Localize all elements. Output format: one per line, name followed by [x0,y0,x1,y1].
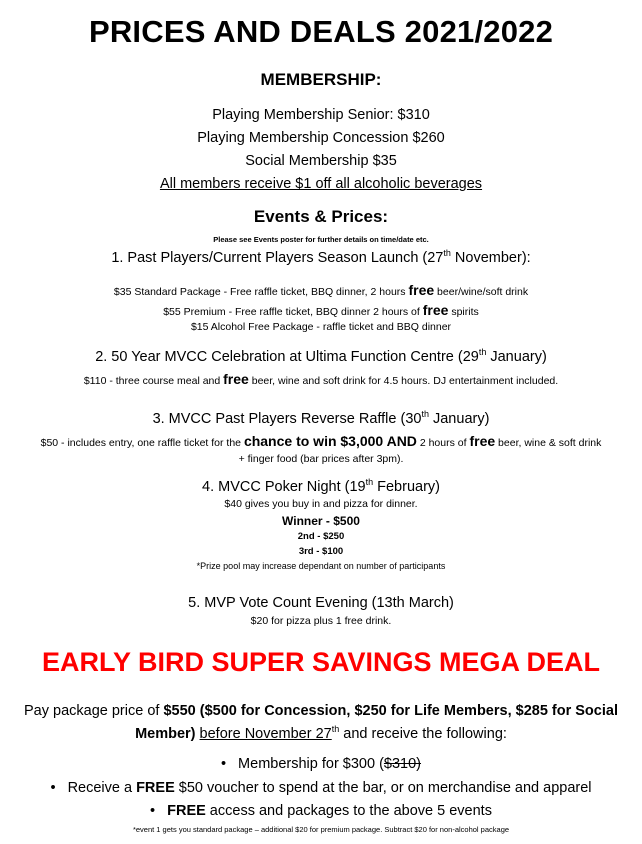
deal-line-2: Member) before November 27th and receive the following: [135,724,507,742]
event-3-desc: $50 - includes entry, one raffle ticket for the chance to win $3,000 AND 2 hours of free beer, wine & soft drink [40,433,602,449]
deal-bullet-2: • Receive a FREE $50 voucher to spend at the bar, or on merchandise and apparel [50,780,592,796]
membership-senior: Playing Membership Senior: $310 [212,107,430,123]
event-5-desc: $20 for pizza plus 1 free drink. [250,615,392,627]
bullet-icon: • [50,780,56,796]
event-2-title: 2. 50 Year MVCC Celebration at Ultima Function Centre (29th January) [95,347,547,365]
event-3-desc-line2: + finger food (bar prices after 3pm). [238,453,404,465]
event-2-desc: $110 - three course meal and free beer, wine and soft drink for 4.5 hours. DJ entertainment included. [83,371,559,387]
event-4-note: *Prize pool may increase dependant on number of participants [196,561,446,571]
event-4-winner: Winner - $500 [282,514,360,528]
page-title: PRICES AND DEALS 2021/2022 [88,14,554,49]
event-4-title: 4. MVCC Poker Night (19th February) [202,477,440,495]
event-5-title: 5. MVP Vote Count Evening (13th March) [188,595,454,611]
event-1-standard: $35 Standard Package - Free raffle ticket, BBQ dinner, 2 hours free beer/wine/soft drink [113,282,529,298]
events-heading: Events & Prices: [253,207,389,226]
bullet-icon: • [220,756,227,772]
membership-concession: Playing Membership Concession $260 [197,130,445,146]
membership-social: Social Membership $35 [245,153,397,169]
event-1-alcohol-free: $15 Alcohol Free Package - raffle ticket and BBQ dinner [190,321,452,333]
event-1-title: 1. Past Players/Current Players Season Launch (27th November): [111,248,531,266]
event-4-second: 2nd - $250 [297,531,345,542]
deal-bullet-3: • FREE access and packages to the above 5 events [150,803,492,819]
bullet-icon: • [150,803,156,819]
membership-heading: MEMBERSHIP: [260,70,382,89]
deal-heading: EARLY BIRD SUPER SAVINGS MEGA DEAL [41,647,601,677]
events-note: Please see Events poster for further details on time/date etc. [213,235,429,244]
membership-perk: All members receive $1 off all alcoholic beverages [159,176,483,192]
deal-bullet-1: • Membership for $300 ($310) [220,756,422,772]
event-3-title: 3. MVCC Past Players Reverse Raffle (30th January) [152,409,490,427]
deal-line-1: Pay package price of $550 ($500 for Concession, $250 for Life Members, $285 for Social [24,703,618,719]
event-4-third: 3rd - $100 [298,546,344,557]
event-1-premium: $55 Premium - Free raffle ticket, BBQ dinner 2 hours of free spirits [163,302,479,318]
deal-footnote: *event 1 gets you standard package – additional $20 for premium package. Subtract $20 for non-alcohol package [132,825,510,834]
event-4-desc: $40 gives you buy in and pizza for dinner. [224,498,418,510]
